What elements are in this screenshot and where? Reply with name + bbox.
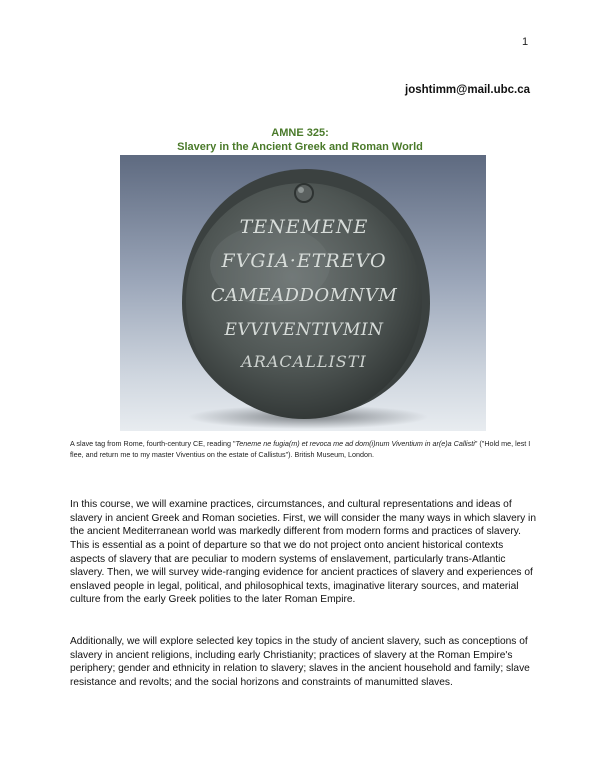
body-paragraph-1: In this course, we will examine practices, circumstances, and cultural representations and ideas of slavery in ancient Greek and Roman societies. First, we will consider the many ways in which slavery in the ancient Mediterranean world was markedly different from modern forms and practices of slavery. This is essential as a point of departure so that we do not project onto ancient historical contexts aspects of slavery that are peculiar to modern systems of enslavement, particularly trans-Atlantic slavery. Then, we will survey wide-ranging evidence for ancient practices of slavery and experiences of enslaved people in legal, political, and philosophical texts, imaginative literary sources, and material culture from the early Greek polities to the later Roman Empire. (70, 499, 536, 606)
inscription-line-1: TENEMENE (239, 216, 369, 238)
suspension-rivet (295, 184, 313, 202)
course-code: AMNE 325: (271, 127, 329, 139)
caption-lead: A slave tag from Rome, fourth-century CE, reading " (70, 439, 236, 448)
author-email[interactable]: joshtimm@mail.ubc.ca (405, 84, 530, 96)
course-title: Slavery in the Ancient Greek and Roman World (177, 141, 423, 153)
caption-translation: " ("Hold me, lest I flee, and return me to my master Viventius on the estate of Callistus"). British Museum, London. (70, 439, 531, 459)
slave-tag-photo (120, 155, 486, 431)
page-number: 1 (522, 36, 529, 48)
slave-tag-figure (120, 155, 486, 431)
body-paragraph-2: Additionally, we will explore selected key topics in the study of ancient slavery, such as conceptions of slavery in ancient religions, including early Christianity; practices of slavery at the Roman Empire's periphery; gender and ethnicity in relation to slavery; slaves in the ancient household and family; slave resistance and revolts; and the social horizons and constraints of manumitted slaves. (70, 636, 530, 688)
figure-caption (70, 438, 540, 460)
caption-latin: Teneme ne fugia(m) et revoca me ad dom(i)num Viventium in ar(e)a Callisti (235, 439, 475, 448)
inscription-line-2: FVGIA·ETREVO (221, 250, 387, 272)
inscription-line-3: CAMEADDOMNVM (210, 285, 398, 306)
inscription-line-5: ARACALLISTI (241, 352, 367, 371)
rivet-highlight (298, 187, 304, 193)
inscription-line-4: EVVIVENTIVMIN (224, 320, 384, 340)
